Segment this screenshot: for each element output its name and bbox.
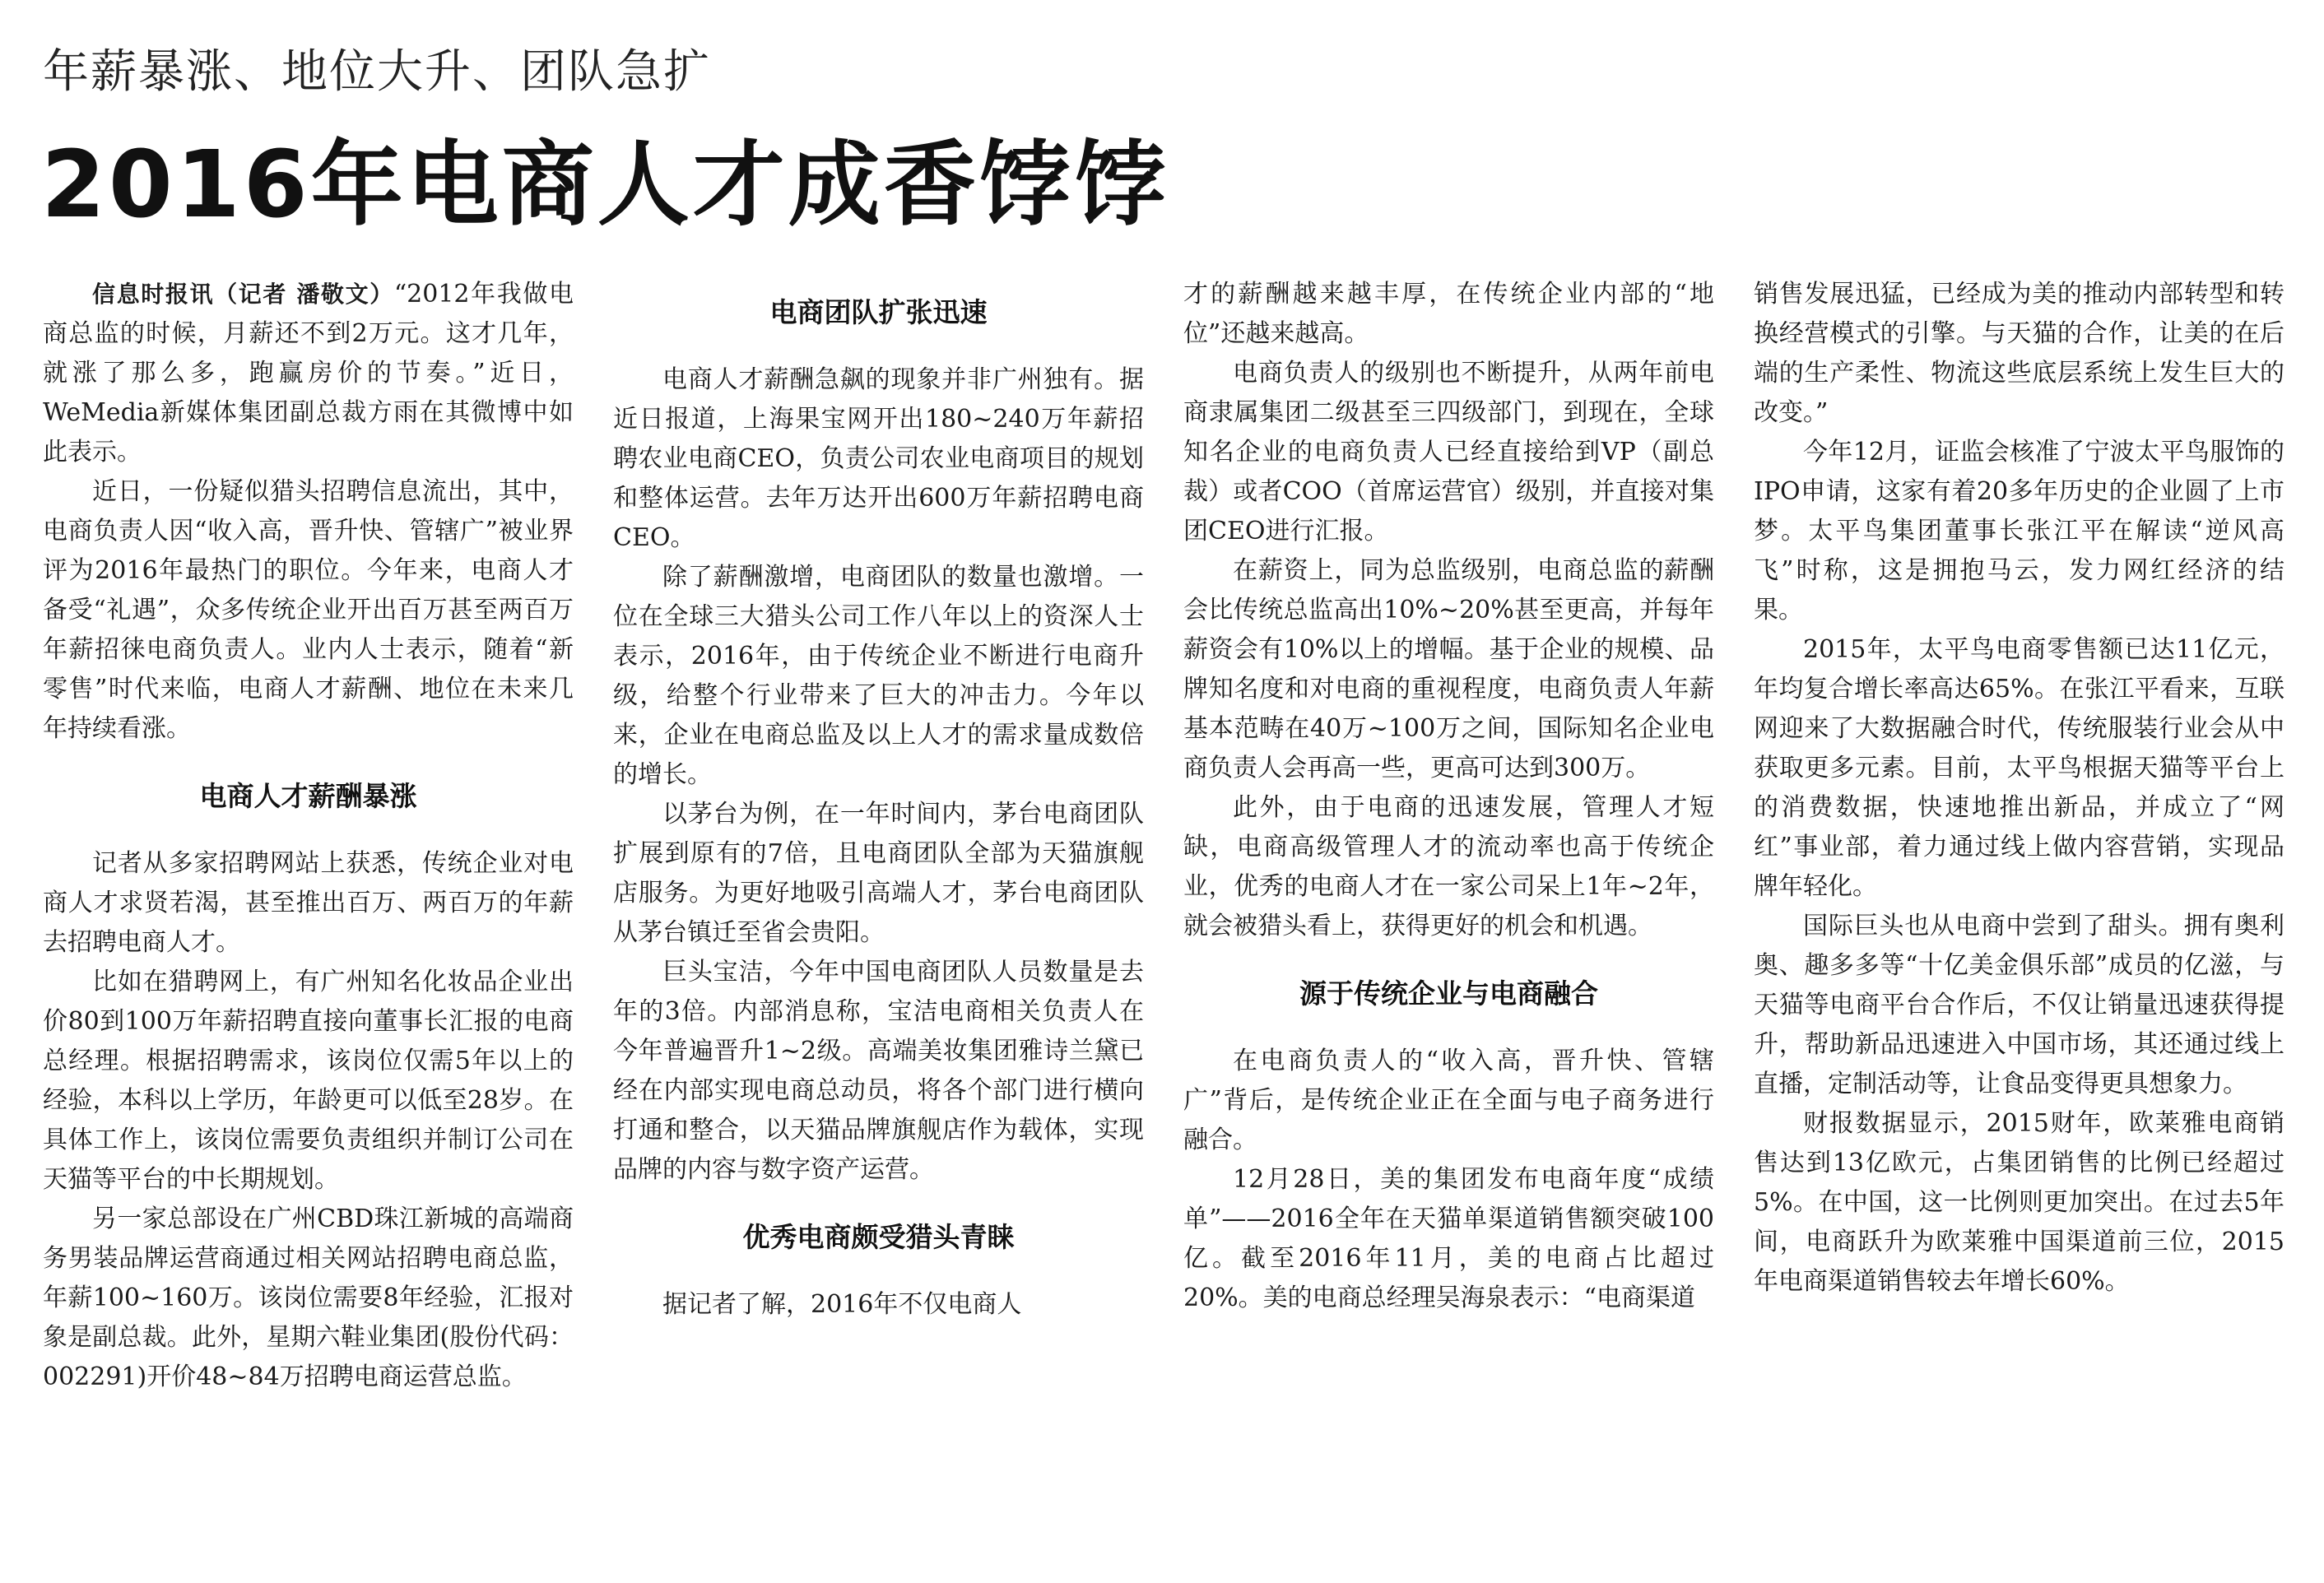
article-paragraph-continued: 才的薪酬越来越丰厚，在传统企业内部的“地位”还越来越高。	[1183, 280, 1714, 348]
article-paragraph: 比如在猎聘网上，有广州知名化妆品企业出价80到100万年薪招聘直接向董事长汇报的电商总经理。根据招聘需求，该岗位仅需5年以上的经验，本科以上学历，年龄更可以低至28岁。在具体工作上，该岗位需要负责组织并制订公司在天猫等平台的中长期规划。	[43, 968, 574, 1194]
article-paragraph: 国际巨头也从电商中尝到了甜头。拥有奥利奥、趣多多等“十亿美金俱乐部”成员的亿滋，与天猫等电商平台合作后，不仅让销量迅速获得提升，帮助新品迅速进入中国市场，其还通过线上直播，定制活动等，让食品变得更具想象力。	[1754, 912, 2284, 1098]
article-column-1	[43, 275, 574, 1558]
article-paragraph: 12月28日，美的集团发布电商年度“成绩单”——2016全年在天猫单渠道销售额突破100亿。截至2016年11月，美的电商占比超过20%。美的电商总经理吴海泉表示：“电商渠道	[1183, 1165, 1714, 1312]
article-column-4	[1754, 275, 2284, 1558]
article-paragraph: 2015年，太平鸟电商零售额已达11亿元，年均复合增长率高达65%。在张江平看来，互联网迎来了大数据融合时代，传统服装行业会从中获取更多元素。目前，太平鸟根据天猫等平台上的消费数据，快速地推出新品，并成立了“网红”事业部，着力通过线上做内容营销，实现品牌年轻化。	[1754, 635, 2284, 901]
article-paragraph: 巨头宝洁，今年中国电商团队人员数量是去年的3倍。内部消息称，宝洁电商相关负责人在今年普遍晋升1~2级。高端美妆集团雅诗兰黛已经在内部实现电商总动员，将各个部门进行横向打通和整合，以天猫品牌旗舰店作为载体，实现品牌的内容与数字资产运营。	[613, 958, 1144, 1184]
article-column-2	[613, 275, 1144, 1558]
article-paragraph: 据记者了解，2016年不仅电商人	[662, 1290, 1022, 1319]
article-paragraph: 电商人才薪酬急飙的现象并非广州独有。据近日报道，上海果宝网开出180~240万年薪招聘农业电商CEO，负责公司农业电商项目的规划和整体运营。去年万达开出600万年薪招聘电商CEO。	[613, 365, 1144, 552]
article-paragraph: 以茅台为例，在一年时间内，茅台电商团队扩展到原有的7倍，且电商团队全部为天猫旗舰店服务。为更好地吸引高端人才，茅台电商团队从茅台镇迁至省会贵阳。	[613, 800, 1144, 947]
article-paragraph: 另一家总部设在广州CBD珠江新城的高端商务男装品牌运营商通过相关网站招聘电商总监，年薪100~160万。该岗位需要8年经验，汇报对象是副总裁。此外，星期六鞋业集团(股份代码：002291)开价48~84万招聘电商运营总监。	[43, 1205, 574, 1391]
article-column-3	[1183, 275, 1714, 1558]
section-heading: 源于传统企业与电商融合	[1299, 977, 1598, 1010]
article-byline: 信息时报讯（记者 潘敬文）	[92, 281, 394, 308]
article-paragraph: 今年12月，证监会核准了宁波太平鸟服饰的IPO申请，这家有着20多年历史的企业圆了上市梦。太平鸟集团董事长张江平在解读“逆风高飞”时称，这是拥抱马云，发力网红经济的结果。	[1754, 438, 2284, 624]
article-paragraph-continued: 销售发展迅猛，已经成为美的推动内部转型和转换经营模式的引擎。与天猫的合作，让美的在后端的生产柔性、物流这些底层系统上发生巨大的改变。”	[1754, 280, 2284, 427]
article-paragraph: 在电商负责人的“收入高，晋升快、管辖广”背后，是传统企业正在全面与电子商务进行融合。	[1183, 1047, 1714, 1154]
article-body	[43, 275, 2284, 1558]
article-paragraph: 除了薪酬激增，电商团队的数量也激增。一位在全球三大猎头公司工作八年以上的资深人士表示，2016年，由于传统企业不断进行电商升级，给整个行业带来了巨大的冲击力。今年以来，企业在电商总监及以上人才的需求量成数倍的增长。	[613, 563, 1144, 789]
article-headline: 2016年电商人才成香饽饽	[41, 132, 1170, 239]
article-paragraph-text: “2012年我做电商总监的时候，月薪还不到2万元。这才几年，就涨了那么多，跑赢房价的节奏。”近日，WeMedia新媒体集团副总裁方雨在其微博中如此表示。	[43, 280, 574, 467]
article-kicker: 年薪暴涨、地位大升、团队急扩	[43, 45, 711, 99]
article-paragraph: 在薪资上，同为总监级别，电商总监的薪酬会比传统总监高出10%~20%甚至更高，并每年薪资会有10%以上的增幅。基于企业的规模、品牌知名度和对电商的重视程度，电商负责人年薪基本范畴在40万~100万之间，国际知名企业电商负责人会再高一些，更高可达到300万。	[1183, 556, 1714, 782]
article-paragraph: 此外，由于电商的迅速发展，管理人才短缺，电商高级管理人才的流动率也高于传统企业，优秀的电商人才在一家公司呆上1年~2年，就会被猎头看上，获得更好的机会和机遇。	[1183, 793, 1714, 940]
article-paragraph: 财报数据显示，2015财年，欧莱雅电商销售达到13亿欧元，占集团销售的比例已经超过5%。在中国，这一比例则更加突出。在过去5年间，电商跃升为欧莱雅中国渠道前三位，2015年电商渠道销售较去年增长60%。	[1754, 1109, 2284, 1296]
section-heading: 电商团队扩张迅速	[769, 296, 988, 328]
article-paragraph: 记者从多家招聘网站上获悉，传统企业对电商人才求贤若渴，甚至推出百万、两百万的年薪去招聘电商人才。	[43, 849, 574, 957]
section-heading: 优秀电商颇受猎头青睐	[742, 1221, 1015, 1253]
article-paragraph: 电商负责人的级别也不断提升，从两年前电商隶属集团二级甚至三四级部门，到现在，全球知名企业的电商负责人已经直接给到VP（副总裁）或者COO（首席运营官）级别，并直接对集团CEO进行汇报。	[1183, 359, 1714, 545]
article-paragraph: 近日，一份疑似猎头招聘信息流出，其中，电商负责人因“收入高，晋升快、管辖广”被业界评为2016年最热门的职位。今年来，电商人才备受“礼遇”，众多传统企业开出百万甚至两百万年薪招徕电商负责人。业内人士表示，随着“新零售”时代来临，电商人才薪酬、地位在未来几年持续看涨。	[43, 477, 574, 743]
article-paragraph	[43, 275, 574, 472]
section-heading: 电商人才薪酬暴涨	[199, 780, 417, 812]
